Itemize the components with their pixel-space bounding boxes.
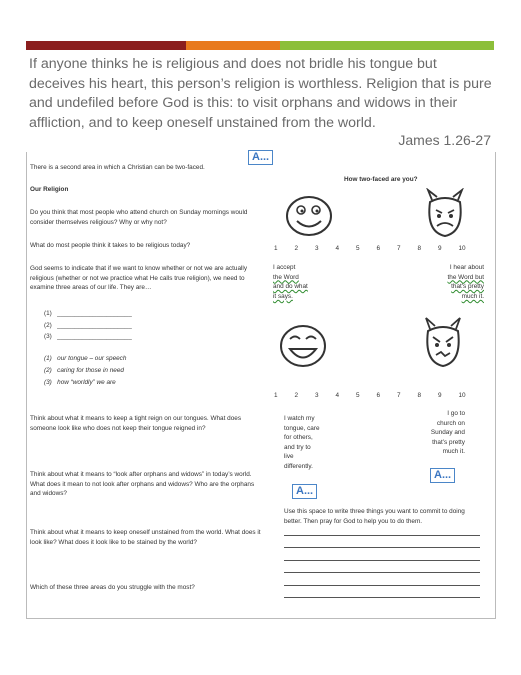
question-1: Do you think that most people who attend church on Sunday mornings would consider themselves religious? Why or why not? — [30, 209, 248, 226]
area-1: (1) our tongue – our speech — [44, 355, 127, 362]
question-6: Think about what it means to keep oneself unstained from the world. What does it look like? What does it look like to be stained by the world? — [30, 529, 261, 546]
write-line-1[interactable] — [284, 535, 480, 536]
color-bar-red — [26, 41, 186, 50]
blank-3[interactable]: (3) _____________________ — [44, 333, 132, 340]
intro-text: There is a second area in which a Christian can be two-faced. — [30, 164, 205, 171]
area-2: (2) caring for those in need — [44, 367, 124, 374]
commit-instructions: Use this space to write three things you want to commit to doing better. Then pray for God to help you to do them. — [284, 508, 465, 525]
question-5: Think about what it means to “look after orphans and widows” in today’s world. What does it mean to not look after orphans and widows? Who are the orphans and widows? — [30, 471, 255, 498]
rating-scale-1[interactable]: 1 2 3 4 5 6 7 8 9 10 — [274, 245, 466, 252]
write-line-3[interactable] — [284, 560, 480, 561]
area-3: (3) how “worldly” we are — [44, 379, 116, 386]
smiling-face-icon — [283, 194, 335, 238]
answer-box-right[interactable]: A... — [430, 468, 455, 483]
scale-2-left-label: I watch my tongue, care for others, and try to live differently. — [284, 415, 320, 470]
question-2: What do most people think it takes to be religious today? — [30, 242, 191, 249]
quiz-title: How two-faced are you? — [344, 176, 418, 183]
scripture-verse: If anyone thinks he is religious and does not bridle his tongue but deceives his heart, this person’s religion is worthless. Religion that is pure and undefiled before God is this: to visit orphans and widows in their affliction, and to keep oneself unstained from the world. — [29, 56, 492, 131]
color-bar-green — [280, 41, 494, 50]
scale-1-left-label: I accept the Word and do what it says. — [273, 264, 308, 300]
rating-scale-2[interactable]: 1 2 3 4 5 6 7 8 9 10 — [274, 392, 466, 399]
laughing-face-icon — [277, 322, 329, 370]
angry-devil-face-icon — [420, 316, 466, 370]
scripture-reference: James 1.26-27 — [398, 132, 491, 148]
section-heading: Our Religion — [30, 186, 69, 193]
devil-face-icon — [422, 188, 468, 240]
question-4: Think about what it means to keep a tight reign on our tongues. What does someone look like who does not keep their tongue reigned in? — [30, 415, 242, 432]
scale-1-right-label: I hear about the Word but that's pretty much it. — [447, 264, 484, 300]
question-3: God seems to indicate that if we want to know whether or not we are actually religious (whether or not we practice what He calls true religion), we need to examine three areas of our life. They are… — [30, 265, 248, 292]
write-line-2[interactable] — [284, 547, 480, 548]
write-line-4[interactable] — [284, 572, 480, 573]
answer-box-left[interactable]: A... — [292, 484, 317, 499]
color-bar-orange — [186, 41, 280, 50]
answer-box-top[interactable]: A... — [248, 150, 273, 165]
write-line-6[interactable] — [284, 597, 480, 598]
blank-2[interactable]: (2) _____________________ — [44, 322, 132, 329]
blank-1[interactable]: (1) _____________________ — [44, 310, 132, 317]
question-7: Which of these three areas do you struggle with the most? — [30, 584, 195, 591]
scale-2-right-label: I go to church on Sunday and that’s pretty much it. — [430, 410, 465, 456]
write-line-5[interactable] — [284, 585, 480, 586]
